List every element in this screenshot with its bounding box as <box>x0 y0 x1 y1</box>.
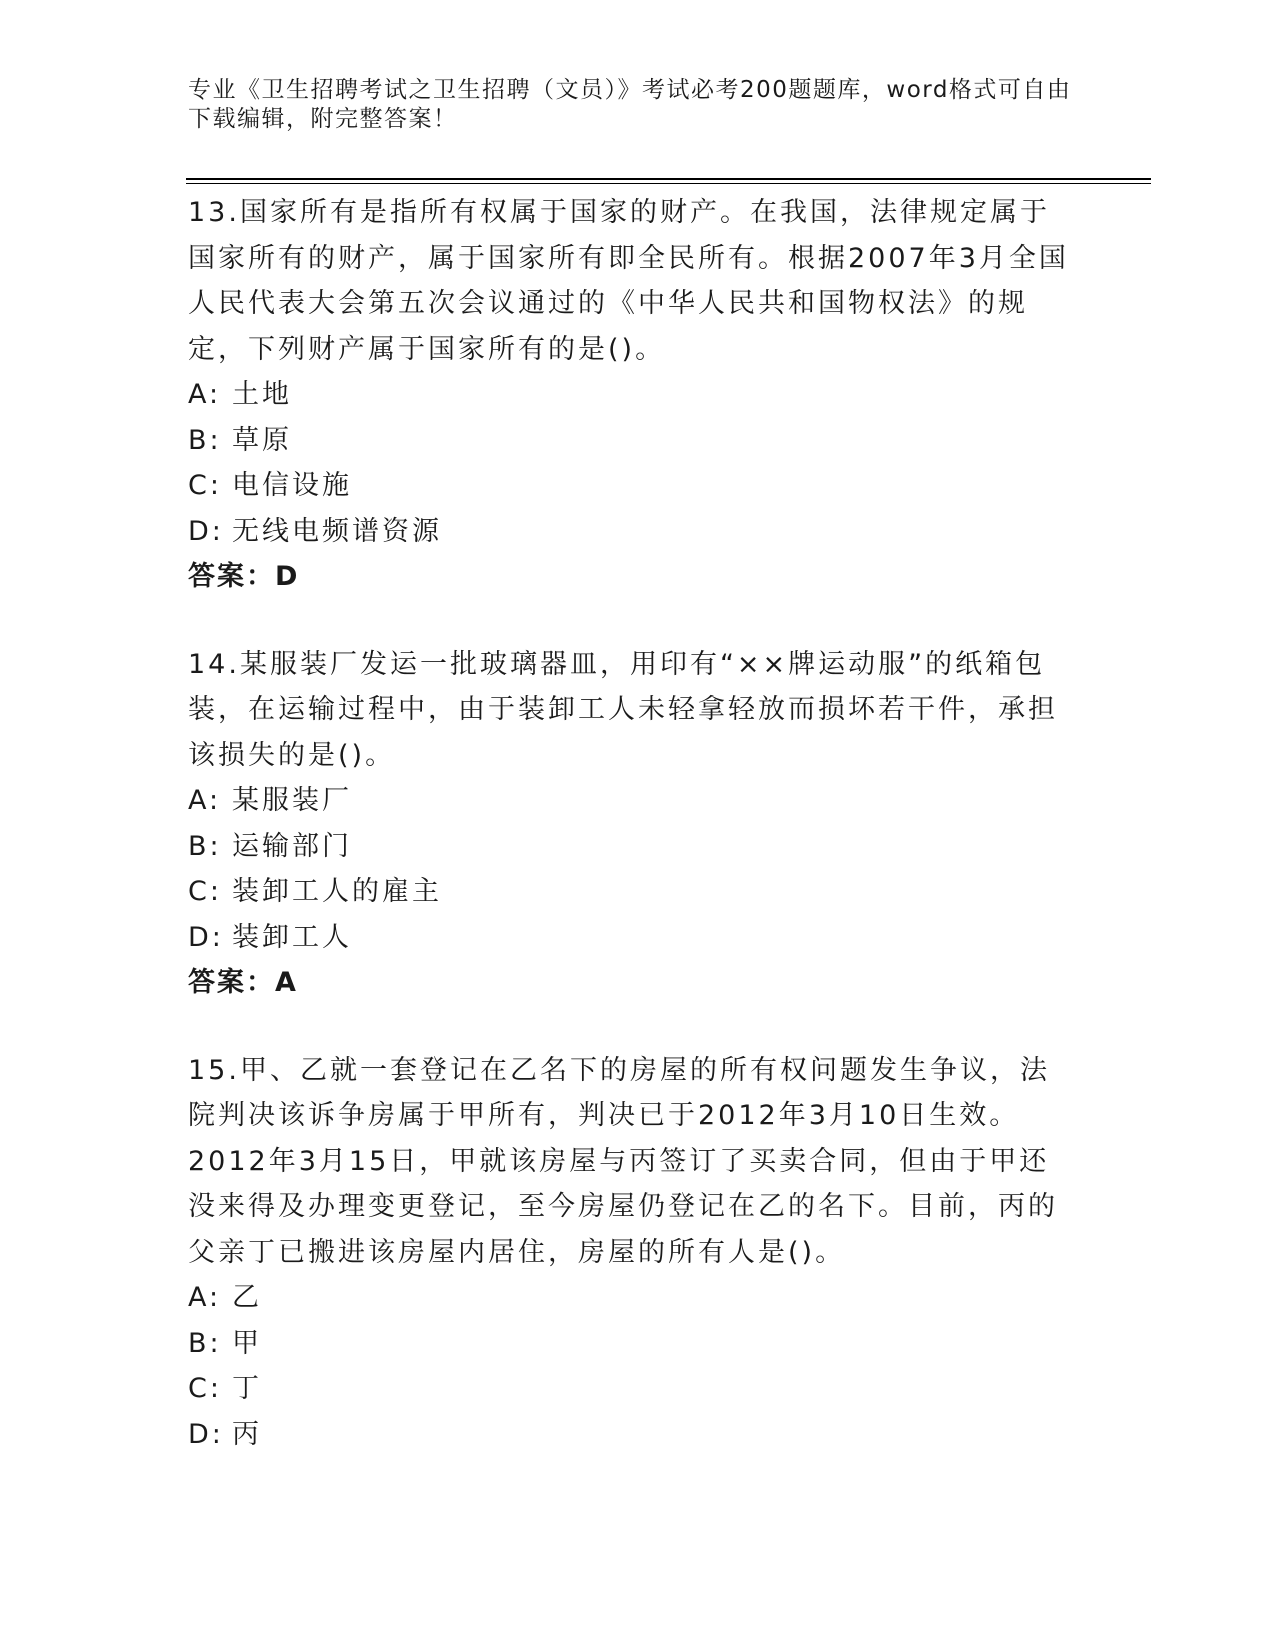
question-list <box>188 190 1078 1499</box>
option-letter: D: <box>188 515 224 547</box>
option-letter: B: <box>188 1327 222 1359</box>
option-text: 丁 <box>232 1373 262 1404</box>
question-stem: 14.某服装厂发运一批玻璃器皿，用印有“××牌运动服”的纸箱包装，在运输过程中，由于装卸工人未轻拿轻放而损坏若干件，承担该损失的是()。 <box>188 648 1058 771</box>
question-stem: 15.甲、乙就一套登记在乙名下的房屋的所有权问题发生争议，法院判决该诉争房属于甲所有，判决已于2012年3月10日生效。2012年3月15日，甲就该房屋与丙签订了买卖合同，但由于甲还没来得及办理变更登记，至今房屋仍登记在乙的名下。目前，丙的父亲丁已搬进该房屋内居住，房屋的所有人是()。 <box>188 1054 1058 1268</box>
option-letter: B: <box>188 830 222 862</box>
header-divider-thick <box>186 178 1151 180</box>
option-a <box>188 372 1078 418</box>
option-text: 草原 <box>232 424 292 456</box>
option-text: 电信设施 <box>232 470 352 501</box>
question-stem: 13.国家所有是指所有权属于国家的财产。在我国，法律规定属于国家所有的财产，属于国家所有即全民所有。根据2007年3月全国人民代表大会第五次会议通过的《中华人民共和国物权法》的规定，下列财产属于国家所有的是()。 <box>188 197 1069 365</box>
option-letter: C: <box>188 876 222 907</box>
answer-line: 答案：A <box>188 967 298 998</box>
option-c <box>188 463 1078 509</box>
option-text: 丙 <box>232 1418 262 1450</box>
option-letter: C: <box>188 470 222 501</box>
option-c <box>188 869 1078 915</box>
answer-line: 答案：D <box>188 561 300 592</box>
option-letter: C: <box>188 1373 222 1404</box>
question-15 <box>188 1048 1078 1458</box>
option-d <box>188 1412 1078 1458</box>
option-letter: A: <box>188 379 222 410</box>
option-text: 甲 <box>232 1327 262 1359</box>
option-letter: D: <box>188 1418 224 1450</box>
option-letter: A: <box>188 1282 222 1313</box>
option-d <box>188 915 1078 961</box>
header-divider-thin <box>186 183 1151 184</box>
option-b <box>188 418 1078 464</box>
option-a <box>188 1275 1078 1321</box>
option-text: 无线电频谱资源 <box>232 515 442 547</box>
option-c <box>188 1366 1078 1412</box>
option-text: 装卸工人 <box>232 921 352 953</box>
question-13 <box>188 190 1078 600</box>
option-text: 运输部门 <box>232 830 352 862</box>
option-d <box>188 509 1078 555</box>
option-letter: B: <box>188 424 222 456</box>
option-text: 装卸工人的雇主 <box>232 876 442 907</box>
option-text: 某服装厂 <box>232 785 352 816</box>
option-a <box>188 778 1078 824</box>
option-text: 乙 <box>232 1282 262 1313</box>
option-letter: D: <box>188 921 224 953</box>
option-letter: A: <box>188 785 222 816</box>
question-14 <box>188 642 1078 1006</box>
option-text: 土地 <box>232 379 292 410</box>
option-b <box>188 824 1078 870</box>
document-intro: 专业《卫生招聘考试之卫生招聘（文员）》考试必考200题题库，word格式可自由下载编辑，附完整答案！ <box>188 77 1072 132</box>
option-b <box>188 1321 1078 1367</box>
